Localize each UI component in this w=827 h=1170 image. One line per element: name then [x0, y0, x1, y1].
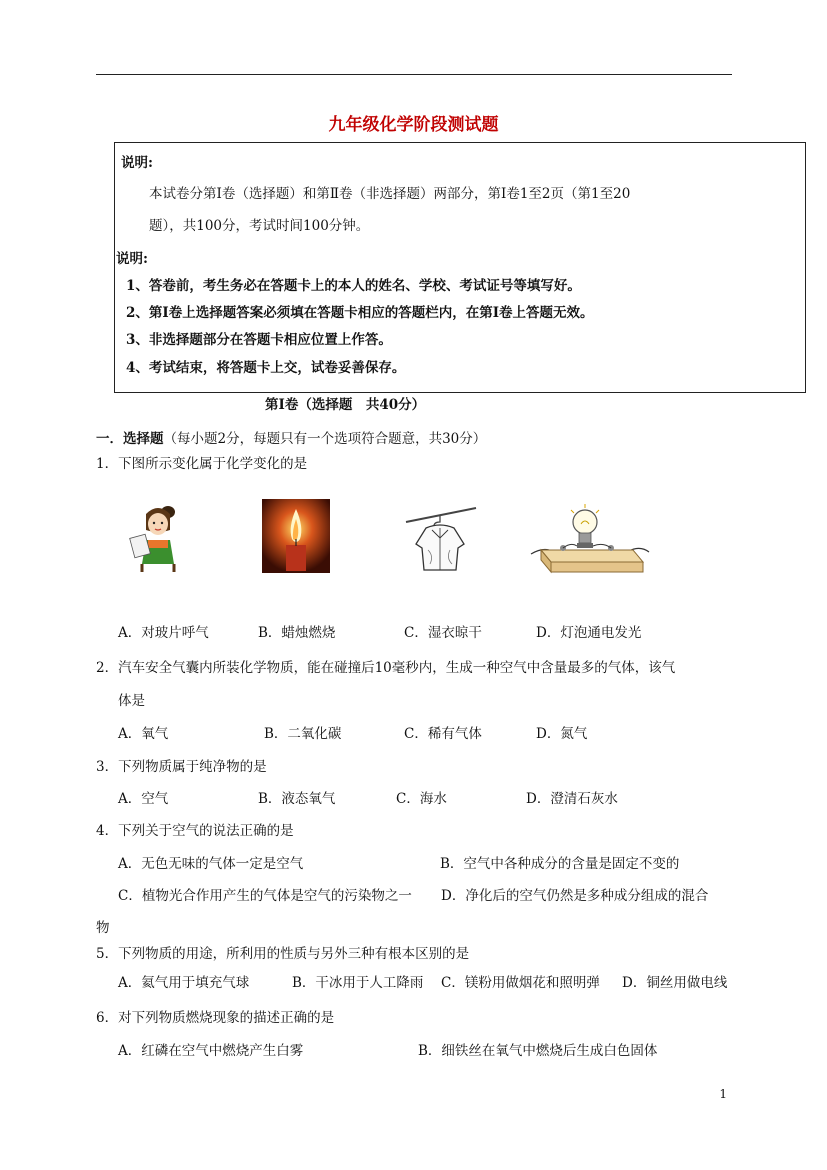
q5-option-d: D．铜丝用做电线 [622, 975, 728, 991]
q5-option-c: C．镁粉用做烟花和照明弹 [441, 975, 600, 991]
header-rule [96, 74, 732, 75]
notice-heading-1: 说明: [121, 155, 153, 171]
q4-stem: 4．下列关于空气的说法正确的是 [96, 823, 294, 839]
part-label: 一．选择题 [96, 431, 164, 447]
page-title: 九年级化学阶段测试题 [328, 115, 499, 135]
notice-rule-3: 3、非选择题部分在答题卡相应位置上作答。 [126, 332, 392, 348]
part-heading [96, 427, 486, 447]
q1-option-c: C．湿衣晾干 [404, 625, 482, 641]
q3-option-a: A．空气 [118, 791, 169, 807]
q6-option-b: B．细铁丝在氧气中燃烧后生成白色固体 [418, 1043, 658, 1059]
q3-option-b: B．液态氧气 [258, 791, 336, 807]
notice-intro-line-2: 题），共100分，考试时间100分钟。 [149, 218, 370, 234]
page-number: 1 [719, 1087, 727, 1101]
q1-option-b: B．蜡烛燃烧 [258, 625, 336, 641]
light-bulb-circuit-icon [527, 500, 651, 576]
girl-breathing-on-glass-icon [128, 500, 184, 574]
q5-option-a: A．氦气用于填充气球 [118, 975, 250, 991]
q4-option-d-wrap: 物 [96, 920, 110, 936]
q2-option-a: A．氧气 [118, 726, 169, 742]
q4-option-b: B．空气中各种成分的含量是固定不变的 [440, 856, 680, 872]
q4-option-c: C．植物光合作用产生的气体是空气的污染物之一 [118, 888, 412, 904]
notice-intro-line-1: 本试卷分第Ⅰ卷（选择题）和第Ⅱ卷（非选择题）两部分，第Ⅰ卷1至2页（第1至20 [149, 186, 631, 202]
q2-option-b: B．二氧化碳 [264, 726, 342, 742]
q1-option-d: D．灯泡通电发光 [536, 625, 642, 641]
q1-option-a: A．对玻片呼气 [118, 625, 209, 641]
q2-option-d: D．氮气 [536, 726, 588, 742]
q2-stem-line-1: 2．汽车安全气囊内所装化学物质，能在碰撞后10毫秒内，生成一种空气中含量最多的气体，该气 [96, 660, 676, 676]
q6-option-a: A．红磷在空气中燃烧产生白雾 [118, 1043, 304, 1059]
q2-option-c: C．稀有气体 [404, 726, 482, 742]
q1-stem: 1．下图所示变化属于化学变化的是 [96, 456, 308, 472]
q4-option-d: D．净化后的空气仍然是多种成分组成的混合 [441, 888, 709, 904]
q4-option-a: A．无色无味的气体一定是空气 [118, 856, 304, 872]
notice-rule-4: 4、考试结束，将答题卡上交，试卷妥善保存。 [126, 360, 406, 376]
burning-candle-icon [262, 499, 330, 573]
q2-stem-line-2: 体是 [118, 693, 145, 709]
q3-stem: 3．下列物质属于纯净物的是 [96, 759, 267, 775]
notice-heading-2: 说明: [116, 251, 148, 267]
q3-option-d: D．澄清石灰水 [526, 791, 618, 807]
q5-option-b: B．干冰用于人工降雨 [292, 975, 424, 991]
drying-clothes-icon [404, 500, 478, 574]
q5-stem: 5．下列物质的用途，所利用的性质与另外三种有根本区别的是 [96, 946, 470, 962]
notice-rule-1: 1、答卷前，考生务必在答题卡上的本人的姓名、学校、考试证号等填写好。 [126, 278, 581, 294]
part-note: （每小题2分，每题只有一个选项符合题意，共30分） [163, 431, 487, 447]
section-title: 第Ⅰ卷（选择题 共40分） [265, 397, 426, 413]
notice-rule-2: 2、第Ⅰ卷上选择题答案必须填在答题卡相应的答题栏内，在第Ⅰ卷上答题无效。 [126, 305, 594, 321]
q6-stem: 6．对下列物质燃烧现象的描述正确的是 [96, 1010, 335, 1026]
q3-option-c: C．海水 [396, 791, 447, 807]
